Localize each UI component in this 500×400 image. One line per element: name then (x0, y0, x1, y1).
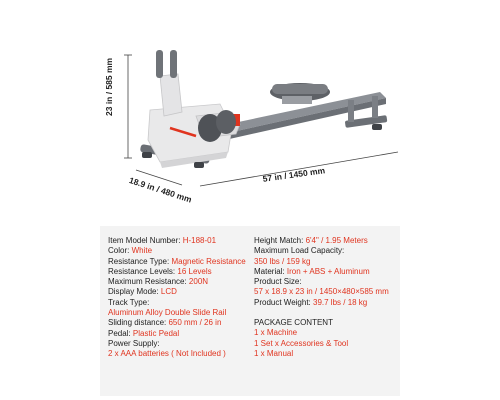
spec-row: Maximum Load Capacity: (254, 246, 345, 256)
spec-row: Power Supply: (108, 338, 160, 348)
spec-row: 2 x AAA batteries ( Not Included ) (108, 349, 226, 359)
spec-card (100, 226, 400, 396)
spec-row: Resistance Levels: 16 Levels (108, 266, 212, 276)
spec-row: Resistance Type: Magnetic Resistance (108, 256, 246, 266)
spec-row: Material: Iron + ABS + Aluminum (254, 266, 370, 276)
console-post (156, 50, 182, 116)
spec-row: Color: White (108, 246, 153, 256)
dimension-width-label: 18.9 in / 480 mm (127, 175, 194, 205)
spec-row: Height Match: 6'4" / 1.95 Meters (254, 236, 368, 245)
spec-row: Pedal: Plastic Pedal (108, 328, 180, 338)
spec-row: Aluminum Alloy Double Slide Rail (108, 308, 227, 318)
spec-row: 350 lbs / 159 kg (254, 256, 311, 266)
package-item: 1 x Manual (254, 348, 294, 358)
spec-column-right (254, 236, 396, 359)
spec-row: Sliding distance: 650 mm / 26 in (108, 318, 222, 328)
spec-row: Product Size: (254, 277, 302, 287)
spec-row: Track Type: (108, 297, 150, 307)
spec-column-left (108, 236, 250, 360)
package-item: 1 Set x Accessories & Tool (254, 338, 349, 348)
dimension-height-label: 23 in / 585 mm (104, 57, 114, 116)
package-content-title: PACKAGE CONTENT (254, 318, 333, 328)
dimension-length-label: 57 in / 1450 mm (262, 165, 326, 184)
seat (270, 83, 330, 104)
spec-row: Item Model Number: H-188-01 (108, 236, 217, 245)
spec-row: Maximum Resistance: 200N (108, 277, 209, 287)
package-item: 1 x Machine (254, 328, 298, 338)
spec-row: 57 x 18.9 x 23 in / 1450×480×585 mm (254, 287, 389, 297)
spec-row: Display Mode: LCD (108, 287, 177, 297)
spec-row: Product Weight: 39.7 lbs / 18 kg (254, 297, 368, 307)
